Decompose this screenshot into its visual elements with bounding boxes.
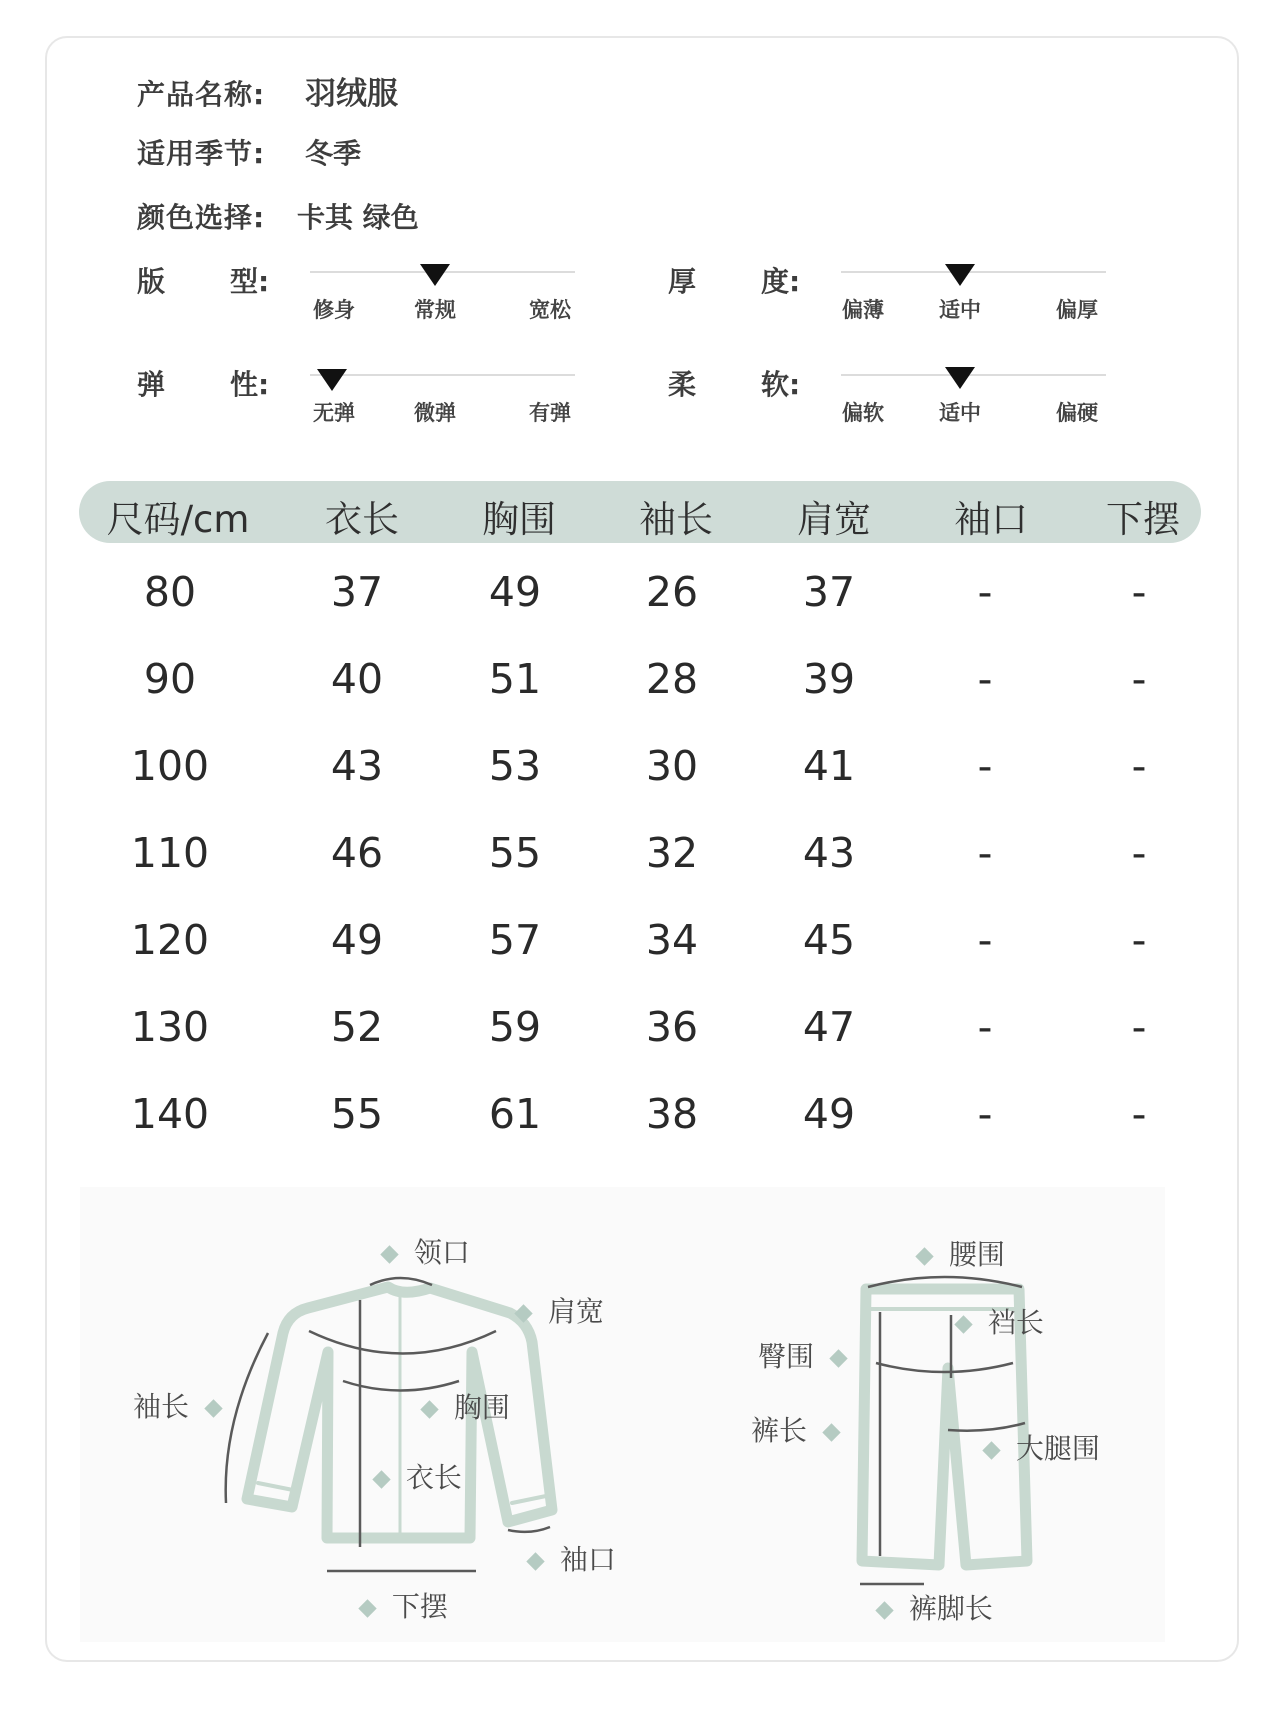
measurement-cell: 51 — [488, 655, 542, 703]
fit-option: 常规 — [414, 298, 456, 322]
diamond-icon — [420, 1400, 438, 1418]
thickness-option: 偏薄 — [842, 298, 884, 322]
softness-option: 偏硬 — [1056, 401, 1098, 425]
measurement-cell: 55 — [488, 829, 542, 877]
thigh-label: 大腿围 — [985, 1427, 1100, 1467]
softness-label-b: 软: — [761, 368, 801, 401]
softness-option: 适中 — [939, 401, 981, 425]
size-cell: 110 — [130, 829, 210, 877]
fit-option: 宽松 — [529, 298, 571, 322]
header-size: 尺码/cm — [106, 498, 250, 541]
measurement-cell: - — [1131, 829, 1147, 877]
measurement-cell: 43 — [802, 829, 856, 877]
size-cell: 120 — [130, 916, 210, 964]
cuff-arrow — [508, 1527, 550, 1532]
measurement-cell: 49 — [330, 916, 384, 964]
diamond-icon — [822, 1423, 840, 1441]
measurement-cell: 34 — [645, 916, 699, 964]
measurement-cell: 26 — [645, 568, 699, 616]
fit-label-b: 型: — [230, 265, 270, 298]
measurement-cell: - — [1131, 1003, 1147, 1051]
measurement-cell: 32 — [645, 829, 699, 877]
measurement-cell: 45 — [802, 916, 856, 964]
measurement-cell: 36 — [645, 1003, 699, 1051]
measurement-cell: 55 — [330, 1090, 384, 1138]
diamond-icon — [372, 1470, 390, 1488]
softness-option: 偏软 — [842, 401, 884, 425]
measurement-cell: - — [1131, 742, 1147, 790]
hem-label: 下摆 — [361, 1585, 448, 1625]
header-hem: 下摆 — [1106, 498, 1180, 541]
thickness-option: 适中 — [939, 298, 981, 322]
measurement-cell: 49 — [802, 1090, 856, 1138]
measurement-cell: - — [977, 568, 993, 616]
diamond-icon — [380, 1245, 398, 1263]
season-label: 适用季节: — [137, 137, 266, 170]
leg-opening-label: 裤脚长 — [878, 1587, 993, 1627]
color-value: 卡其 绿色 — [297, 201, 419, 234]
measurement-cell: 53 — [488, 742, 542, 790]
header-chest: 胸围 — [482, 498, 556, 541]
header-cuff: 袖口 — [954, 498, 1028, 541]
body-length-label: 衣长 — [375, 1456, 462, 1496]
diamond-icon — [982, 1441, 1000, 1459]
diamond-icon — [829, 1349, 847, 1367]
measurement-cell: 47 — [802, 1003, 856, 1051]
elasticity-option: 无弹 — [313, 401, 355, 425]
measurement-cell: 40 — [330, 655, 384, 703]
measurement-cell: 41 — [802, 742, 856, 790]
hip-label: 臀围 — [758, 1335, 845, 1375]
measurement-cell: - — [1131, 655, 1147, 703]
measurement-cell: 49 — [488, 568, 542, 616]
size-cell: 130 — [130, 1003, 210, 1051]
thickness-label-b: 度: — [761, 265, 801, 298]
measurement-cell: 61 — [488, 1090, 542, 1138]
measurement-cell: 38 — [645, 1090, 699, 1138]
measurement-cell: - — [977, 655, 993, 703]
measurement-cell: - — [977, 1003, 993, 1051]
measurement-cell: 28 — [645, 655, 699, 703]
product-name-value: 羽绒服 — [305, 76, 398, 112]
measurement-cell: 52 — [330, 1003, 384, 1051]
measurement-cell: 37 — [330, 568, 384, 616]
size-cell: 100 — [130, 742, 210, 790]
measurement-cell: 57 — [488, 916, 542, 964]
header-sleeve: 袖长 — [639, 498, 713, 541]
collar-label: 领口 — [383, 1231, 470, 1271]
elasticity-option: 有弹 — [529, 401, 571, 425]
measurement-cell: 37 — [802, 568, 856, 616]
elasticity-option: 微弹 — [414, 401, 456, 425]
diamond-icon — [915, 1247, 933, 1265]
size-cell: 90 — [143, 655, 197, 703]
thickness-label-a: 厚 — [668, 265, 697, 298]
pants-length-label: 裤长 — [751, 1409, 838, 1449]
chest-label: 胸围 — [423, 1386, 510, 1426]
measurement-cell: 46 — [330, 829, 384, 877]
diamond-icon — [204, 1399, 222, 1417]
elasticity-label-b: 性: — [230, 368, 270, 401]
cuff-label: 袖口 — [529, 1538, 616, 1578]
measurement-cell: - — [1131, 1090, 1147, 1138]
rise-label: 裆长 — [957, 1301, 1044, 1341]
diamond-icon — [526, 1552, 544, 1570]
diamond-icon — [954, 1315, 972, 1333]
elasticity-label-a: 弹 — [137, 368, 166, 401]
fit-label-a: 版 — [137, 265, 166, 298]
diamond-icon — [875, 1601, 893, 1619]
diamond-icon — [514, 1304, 532, 1322]
measurement-cell: 30 — [645, 742, 699, 790]
shoulder-label: 肩宽 — [517, 1290, 604, 1330]
measurement-cell: - — [1131, 916, 1147, 964]
softness-label-a: 柔 — [668, 368, 697, 401]
diamond-icon — [358, 1599, 376, 1617]
measurement-cell: 43 — [330, 742, 384, 790]
header-length: 衣长 — [325, 498, 399, 541]
size-cell: 80 — [143, 568, 197, 616]
measurement-cell: - — [977, 829, 993, 877]
color-label: 颜色选择: — [137, 201, 266, 234]
season-value: 冬季 — [305, 137, 362, 170]
header-shoulder: 肩宽 — [797, 498, 871, 541]
measurement-cell: - — [977, 916, 993, 964]
product-name-label: 产品名称: — [137, 78, 266, 111]
measurement-cell: 59 — [488, 1003, 542, 1051]
measurement-cell: 39 — [802, 655, 856, 703]
measurement-cell: - — [1131, 568, 1147, 616]
measurement-cell: - — [977, 742, 993, 790]
fit-option: 修身 — [313, 298, 355, 322]
waist-label: 腰围 — [918, 1233, 1005, 1273]
measurement-cell: - — [977, 1090, 993, 1138]
sleeve-label: 袖长 — [133, 1385, 220, 1425]
thickness-option: 偏厚 — [1056, 298, 1098, 322]
size-cell: 140 — [130, 1090, 210, 1138]
